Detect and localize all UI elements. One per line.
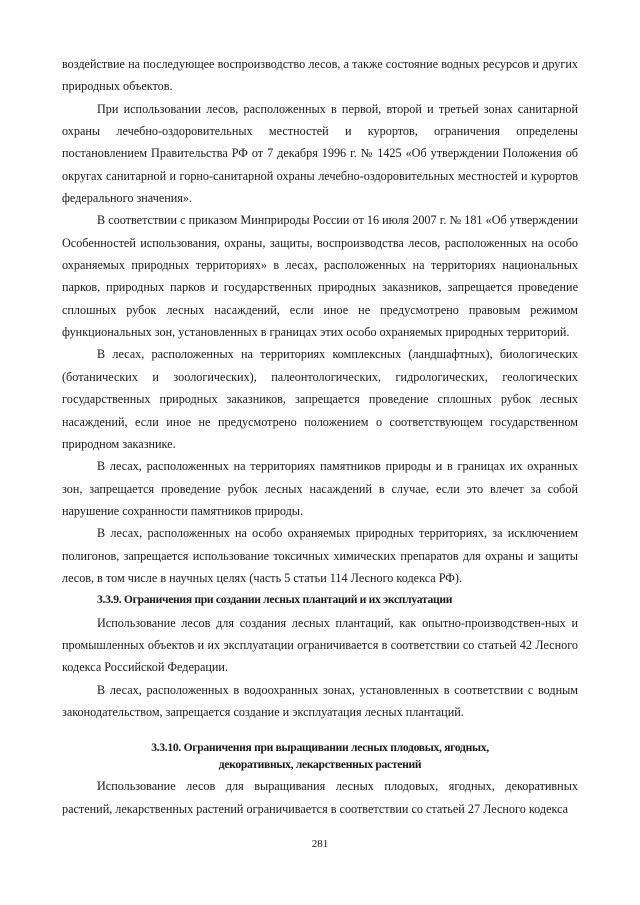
section-heading-3-3-9: 3.3.9. Ограничения при создании лесных плантаций и их эксплуатации (97, 593, 453, 607)
paragraph: В лесах, расположенных на территориях памятников природы и в границах их охранных зон, запрещается проведение рубок лесных насаждений в случае, если это влечет за собой нарушение сохранности памятников природы. (62, 459, 578, 518)
paragraph: Использование лесов для создания лесных плантаций, как опытно-производствен-ных и промышленных объектов и их эксплуатации ограничивается в соответствии со статьей 42 Лесного кодекса Российской Федерации. (62, 615, 578, 675)
page-number: 281 (311, 838, 329, 850)
paragraph: воздействие на последующее воспроизводство лесов, а также состояние водных ресурсов и других природных объектов. (62, 57, 578, 94)
section-heading-line: декоративных, лекарственных растений (218, 758, 422, 772)
paragraph: В соответствии с приказом Минприроды России от 16 июля 2007 г. № 181 «Об утверждении Особенностей использования, охраны, защиты, воспроизводства лесов, расположенных на особо охраняемых природных территориях» в лесах, расположенных на территориях национальных парков, природных парков и государственных природных заказников, запрещается проведение сплошных рубок лесных насаждений, если иное не предусмотрено правовым режимом функциональных зон, установленных в границах этих особо охраняемых природных территорий. (62, 213, 578, 340)
paragraph: В лесах, расположенных на особо охраняемых природных территориях, за исключением полигонов, запрещается использование токсичных химических препаратов для охраны и защиты лесов, в том числе в научных целях (часть 5 статьи 114 Лесного кодекса РФ). (62, 526, 578, 585)
section-heading-3-3-10 (62, 739, 578, 773)
paragraph: При использовании лесов, расположенных в первой, второй и третьей зонах санитарной охраны лечебно-оздоровительных местностей и курортов, ограничения определены постановлением Правительства РФ от 7 декабря 1996 г. № 1425 «Об утверждении Положения об округах санитарной и горно-санитарной охраны лечебно-оздоровительных местностей и курортов федерального значения». (62, 101, 578, 206)
paragraph: В лесах, расположенных в водоохранных зонах, установленных в соответствии с водным законодательством, запрещается создание и эксплуатация лесных плантаций. (62, 682, 578, 719)
paragraph: Использование лесов для выращивания лесных плодовых, ягодных, декоративных растений, лекарственных растений ограничивается в соответствии со статьей 27 Лесного кодекса (62, 779, 578, 816)
section-heading-line: 3.3.10. Ограничения при выращивании лесных плодовых, ягодных, (151, 741, 489, 755)
paragraph: В лесах, расположенных на территориях комплексных (ландшафтных), биологических (ботанических и зоологических), палеонтологических, гидрологических, геологических государственных природных заказников, запрещается проведение сплошных рубок лесных насаждений, если иное не предусмотрено положением о соответствующем государственном природном заказнике. (62, 347, 578, 451)
